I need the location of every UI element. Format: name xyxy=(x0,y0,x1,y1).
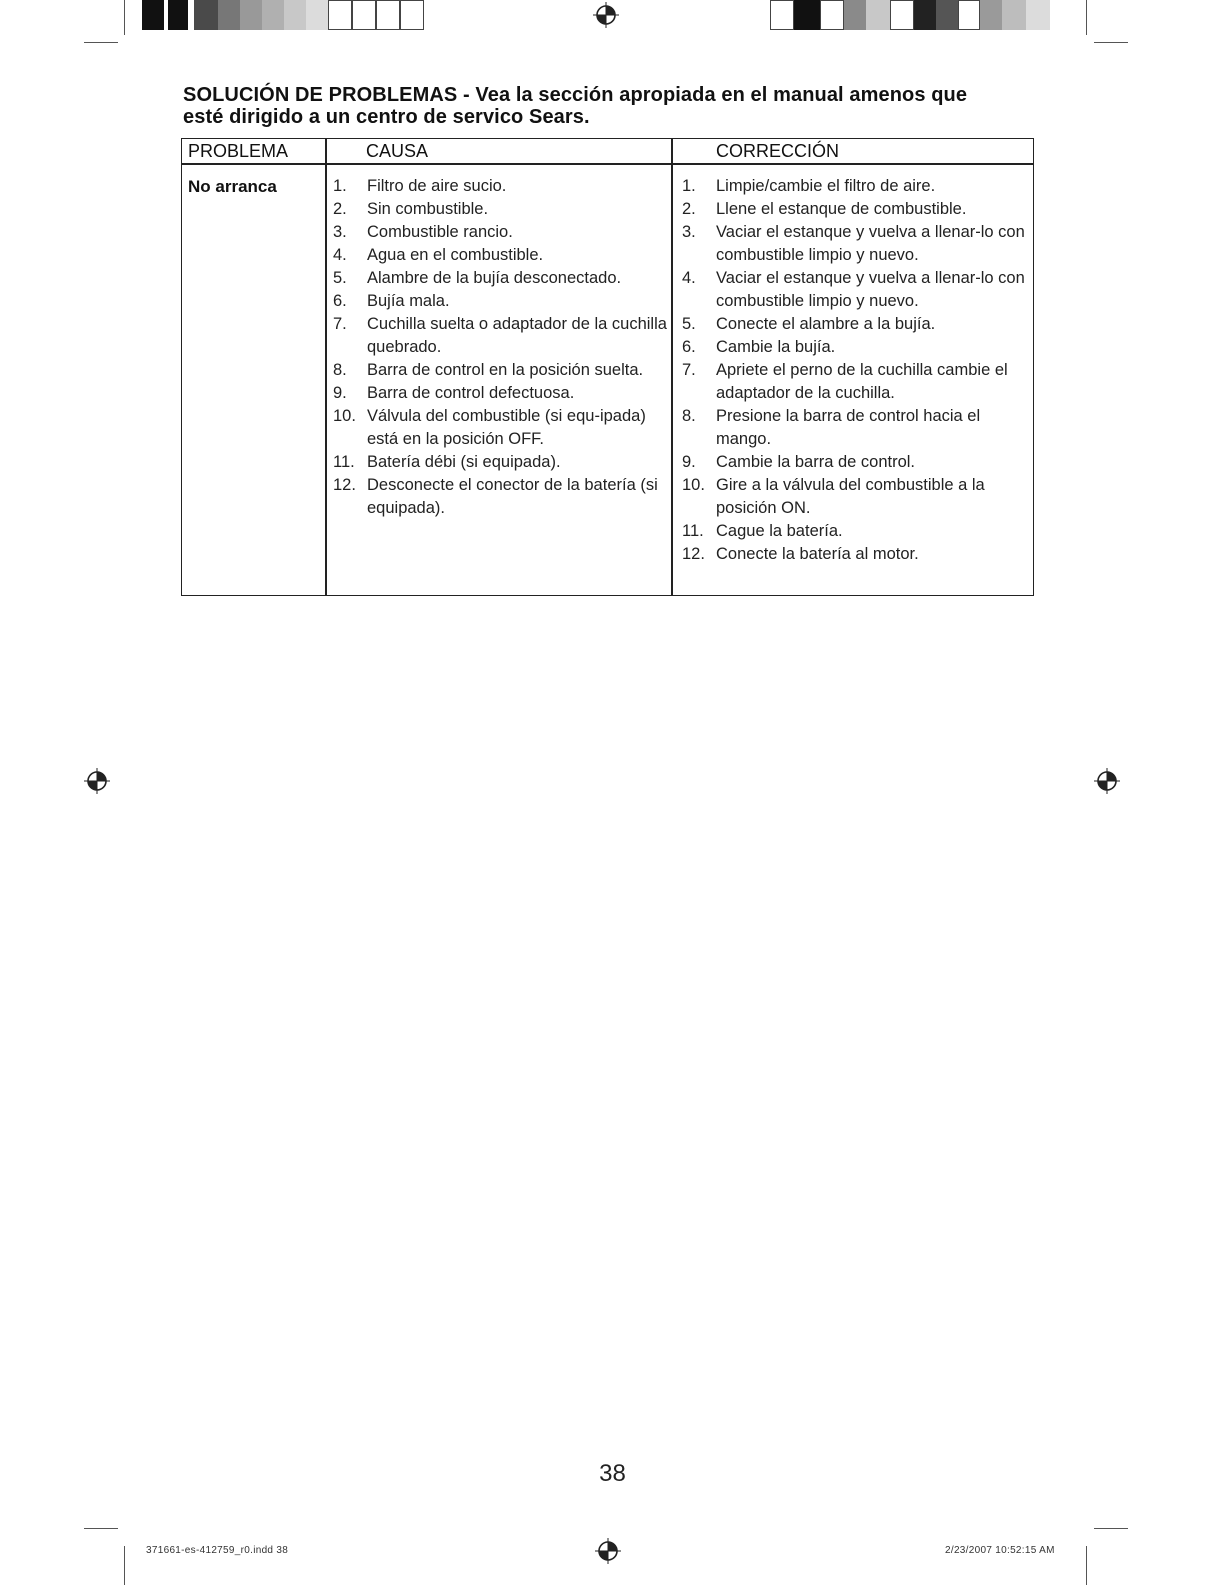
cause-item xyxy=(333,175,667,198)
page-title xyxy=(183,84,1043,128)
cause-item-number: 5. xyxy=(333,269,347,287)
correction-item-number: 12. xyxy=(682,545,705,563)
footer-file-info: 371661-es-412759_r0.indd 38 xyxy=(146,1545,289,1556)
cause-item xyxy=(333,267,667,290)
cause-item-text: Cuchilla suelta o adaptador de la cuchilla quebrado. xyxy=(367,315,667,356)
correction-item xyxy=(682,198,1027,221)
correction-item-text: Cambie la bujía. xyxy=(716,338,836,356)
correction-item-text: Vaciar el estanque y vuelva a llenar-lo con combustible limpio y nuevo. xyxy=(716,269,1025,310)
cause-list xyxy=(333,175,667,520)
cause-item-text: Bujía mala. xyxy=(367,292,450,310)
cause-item-text: Barra de control en la posición suelta. xyxy=(367,361,644,379)
correction-item-number: 9. xyxy=(682,453,696,471)
correction-item-text: Gire a la válvula del combustible a la posición ON. xyxy=(716,476,985,517)
correction-item xyxy=(682,474,1027,520)
correction-item-number: 4. xyxy=(682,269,696,287)
correction-item xyxy=(682,336,1027,359)
column-divider xyxy=(671,139,673,595)
header-causa: CAUSA xyxy=(366,141,429,161)
cause-item-text: Desconecte el conector de la batería (si equipada). xyxy=(367,476,658,517)
correction-item xyxy=(682,405,1027,451)
correction-item-number: 2. xyxy=(682,200,696,218)
correction-item-number: 7. xyxy=(682,361,696,379)
cause-item-text: Agua en el combustible. xyxy=(367,246,544,264)
cause-item xyxy=(333,474,667,520)
cause-item xyxy=(333,451,667,474)
cause-item xyxy=(333,405,667,451)
cause-item-number: 9. xyxy=(333,384,347,402)
cause-item xyxy=(333,313,667,359)
correction-item-number: 6. xyxy=(682,338,696,356)
correction-item xyxy=(682,267,1027,313)
correction-item-text: Presione la barra de control hacia el mango. xyxy=(716,407,981,448)
correction-item-text: Cambie la barra de control. xyxy=(716,453,916,471)
cause-item-number: 12. xyxy=(333,476,356,494)
color-bar-right xyxy=(770,0,1072,30)
column-divider xyxy=(325,139,327,595)
title-line-2: esté dirigido a un centro de servico Sears. xyxy=(183,106,590,128)
crop-mark xyxy=(124,1546,125,1585)
footer-timestamp: 2/23/2007 10:52:15 AM xyxy=(945,1545,1055,1556)
correction-item-text: Conecte la batería al motor. xyxy=(716,545,919,563)
page-number: 38 xyxy=(599,1460,626,1487)
correction-item-text: Conecte el alambre a la bujía. xyxy=(716,315,936,333)
correction-item-number: 10. xyxy=(682,476,705,494)
cause-item-text: Válvula del combustible (si equ-ipada) está en la posición OFF. xyxy=(367,407,646,448)
correction-item xyxy=(682,221,1027,267)
cause-item-number: 1. xyxy=(333,177,347,195)
correction-list xyxy=(682,175,1027,566)
correction-item-number: 11. xyxy=(682,522,704,540)
cause-item xyxy=(333,221,667,244)
problem-label: No arranca xyxy=(188,177,277,196)
header-divider xyxy=(182,163,1033,165)
correction-item xyxy=(682,451,1027,474)
crop-mark xyxy=(1094,42,1128,43)
correction-item xyxy=(682,175,1027,198)
correction-item-number: 5. xyxy=(682,315,696,333)
cause-item-text: Sin combustible. xyxy=(367,200,489,218)
crop-mark xyxy=(84,42,118,43)
correction-item xyxy=(682,520,1027,543)
title-line-1: SOLUCIÓN DE PROBLEMAS - Vea la sección apropiada en el manual amenos que xyxy=(183,84,968,106)
crop-mark xyxy=(1086,1546,1087,1585)
correction-item-text: Cague la batería. xyxy=(716,522,843,540)
header-problema: PROBLEMA xyxy=(188,141,289,161)
cause-item xyxy=(333,290,667,313)
cause-item-text: Combustible rancio. xyxy=(367,223,513,241)
correction-item-text: Apriete el perno de la cuchilla cambie el adaptador de la cuchilla. xyxy=(716,361,1008,402)
correction-item xyxy=(682,359,1027,405)
correction-item-number: 1. xyxy=(682,177,696,195)
cause-item-text: Batería débi (si equipada). xyxy=(367,453,561,471)
cause-item xyxy=(333,198,667,221)
cause-item-number: 6. xyxy=(333,292,347,310)
correction-item xyxy=(682,543,1027,566)
header-correccion: CORRECCIÓN xyxy=(716,141,840,161)
cause-item-number: 11. xyxy=(333,453,355,471)
cause-item xyxy=(333,382,667,405)
cause-item xyxy=(333,244,667,267)
cause-item-number: 10. xyxy=(333,407,356,425)
registration-target-icon xyxy=(84,768,110,794)
correction-item-number: 3. xyxy=(682,223,696,241)
cause-item-number: 2. xyxy=(333,200,347,218)
registration-target-icon xyxy=(593,2,619,28)
cause-item-text: Barra de control defectuosa. xyxy=(367,384,575,402)
crop-mark xyxy=(84,1528,118,1529)
correction-item-text: Limpie/cambie el filtro de aire. xyxy=(716,177,936,195)
cause-item-text: Alambre de la bujía desconectado. xyxy=(367,269,622,287)
crop-mark xyxy=(1086,0,1087,35)
registration-target-icon xyxy=(1094,768,1120,794)
correction-item-number: 8. xyxy=(682,407,696,425)
cause-item-number: 4. xyxy=(333,246,347,264)
correction-item-text: Llene el estanque de combustible. xyxy=(716,200,967,218)
cause-item-number: 3. xyxy=(333,223,347,241)
crop-mark xyxy=(124,0,125,35)
cause-item xyxy=(333,359,667,382)
crop-mark xyxy=(1094,1528,1128,1529)
cause-item-number: 8. xyxy=(333,361,347,379)
cause-item-text: Filtro de aire sucio. xyxy=(367,177,507,195)
correction-item-text: Vaciar el estanque y vuelva a llenar-lo con combustible limpio y nuevo. xyxy=(716,223,1025,264)
cause-item-number: 7. xyxy=(333,315,347,333)
color-bar-left xyxy=(142,0,444,30)
registration-target-icon xyxy=(595,1538,621,1564)
troubleshooting-table xyxy=(181,138,1034,596)
correction-item xyxy=(682,313,1027,336)
